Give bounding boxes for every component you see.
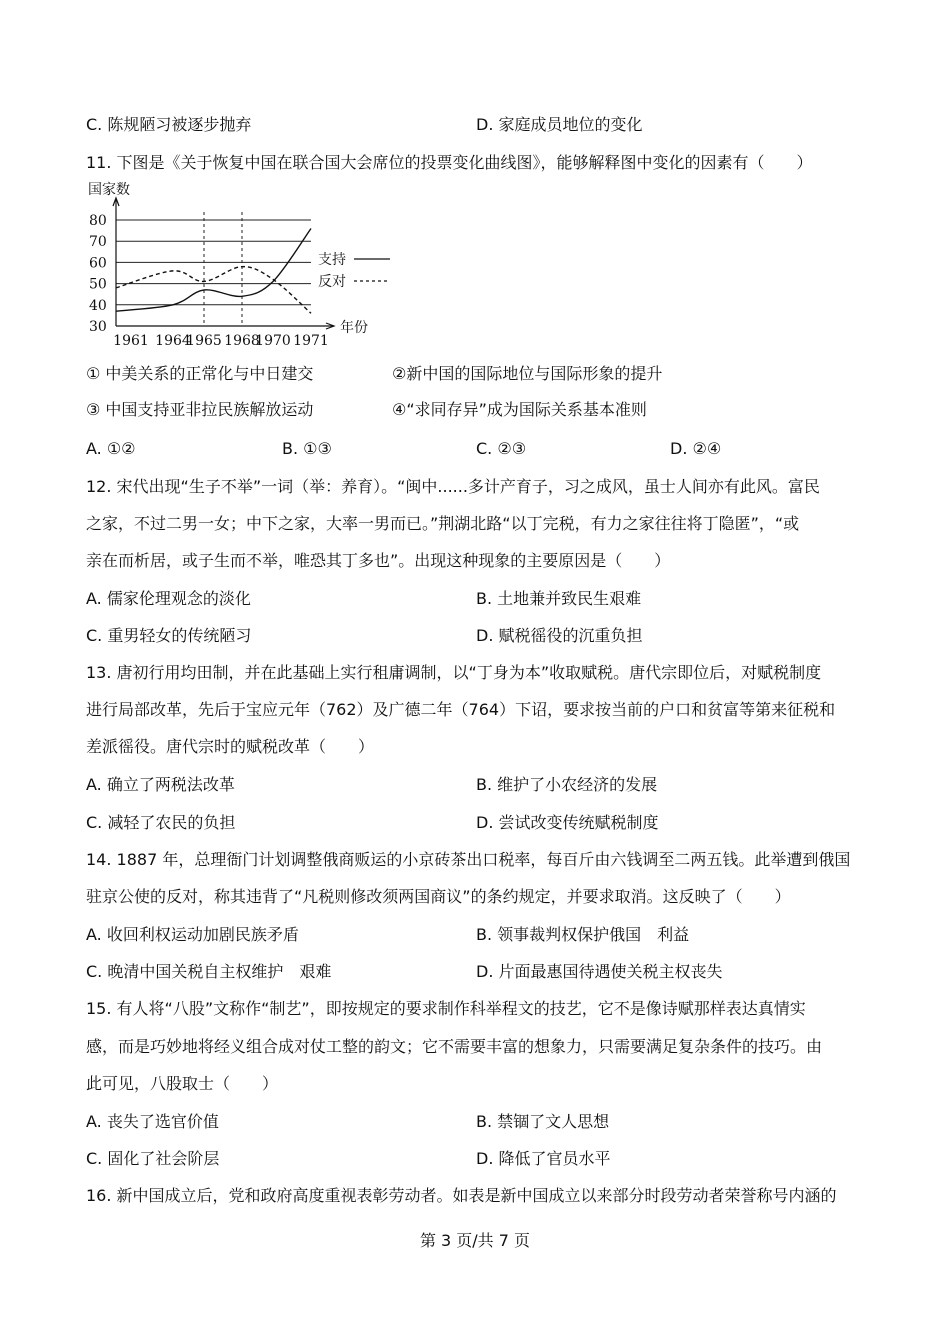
q15-line-1: 15. 有人将“八股”文称作“制艺”，即按规定的要求制作科举程文的技艺，它不是像诗赋那样表达真情实 [86, 999, 806, 1018]
y-tick-label: 40 [89, 297, 107, 314]
q15-option-b: B. 禁锢了文人思想 [476, 1112, 610, 1131]
q11-item-2: ②新中国的国际地位与国际形象的提升 [392, 364, 663, 383]
q11-item-3: ③ 中国支持亚非拉民族解放运动 [86, 400, 314, 419]
q11-item-1: ① 中美关系的正常化与中日建交 [86, 364, 314, 383]
q13-option-a: A. 确立了两税法改革 [86, 775, 235, 794]
q13-option-c: C. 减轻了农民的负担 [86, 813, 236, 832]
q11-option-d: D. ②④ [670, 439, 722, 458]
q14-option-b: B. 领事裁判权保护俄国 利益 [476, 925, 690, 944]
q15-line-3: 此可见，八股取士（ ） [86, 1074, 279, 1093]
q11-stem: 11. 下图是《关于恢复中国在联合国大会席位的投票变化曲线图》，能够解释图中变化的因素有（ ） [86, 153, 813, 172]
x-tick-label: 1970 [255, 333, 291, 349]
q14-option-a: A. 收回利权运动加剧民族矛盾 [86, 925, 299, 944]
q12-option-b: B. 土地兼并致民生艰难 [476, 589, 642, 608]
y-tick-label: 60 [89, 255, 107, 272]
q12-option-a: A. 儒家伦理观念的淡化 [86, 589, 251, 608]
y-tick-label: 70 [89, 234, 107, 251]
q14-option-d: D. 片面最惠国待遇使关税主权丧失 [476, 962, 723, 981]
q14-line-1: 14. 1887 年，总理衙门计划调整俄商贩运的小京砖茶出口税率，每百斤由六钱调至二两五钱。此举遭到俄国 [86, 850, 851, 869]
q12-line-2: 之家，不过二男一女；中下之家，大率一男而已。”荆湖北路“以丁完税，有力之家往往将丁隐匿”，“或 [86, 514, 800, 533]
y-tick-label: 50 [89, 276, 107, 293]
x-tick-label: 1965 [186, 333, 222, 349]
x-tick-label: 1961 [113, 333, 149, 349]
q11-option-c: C. ②③ [476, 439, 527, 458]
page-footer: 第 3 页/共 7 页 [419, 1231, 531, 1250]
q13-line-1: 13. 唐初行用均田制，并在此基础上实行租庸调制，以“丁身为本”收取赋税。唐代宗即位后，对赋税制度 [86, 663, 822, 682]
legend-label: 反对 [318, 274, 346, 290]
y-axis-label: 国家数 [88, 182, 130, 198]
legend-label: 支持 [318, 252, 346, 268]
q15-line-2: 感，而是巧妙地将经义组合成对仗工整的韵文；它不需要丰富的想象力，只需要满足复杂条件的技巧。由 [86, 1037, 823, 1056]
y-tick-label: 80 [89, 213, 107, 229]
q11-option-b: B. ①③ [282, 439, 332, 458]
q11-option-a: A. ①② [86, 439, 136, 458]
q13-line-3: 差派徭役。唐代宗时的赋税改革（ ） [86, 737, 375, 756]
q12-line-3: 亲在而析居，或子生而不举，唯恐其丁多也”。出现这种现象的主要原因是（ ） [86, 551, 671, 570]
q10-option-c: C. 陈规陋习被逐步抛弃 [86, 115, 252, 134]
q13-line-2: 进行局部改革，先后于宝应元年（762）及广德二年（764）下诏，要求按当前的户口和贫富等第来征税和 [86, 700, 836, 719]
q16-stem: 16. 新中国成立后，党和政府高度重视表彰劳动者。如表是新中国成立以来部分时段劳动者荣誉称号内涵的 [86, 1186, 837, 1205]
q14-option-c: C. 晚清中国关税自主权维护 艰难 [86, 962, 332, 981]
q15-option-a: A. 丧失了选官价值 [86, 1112, 219, 1131]
vote-chart [86, 180, 406, 350]
q10-option-d: D. 家庭成员地位的变化 [476, 115, 643, 134]
series-line-反对 [116, 267, 311, 314]
chart-legend [318, 251, 390, 290]
q11-item-4: ④“求同存异”成为国际关系基本准则 [392, 400, 647, 419]
q12-option-c: C. 重男轻女的传统陋习 [86, 626, 252, 645]
x-tick-label: 1968 [224, 333, 260, 349]
q14-line-2: 驻京公使的反对，称其违背了“凡税则修改须两国商议”的条约规定，并要求取消。这反映了（ ） [86, 887, 791, 906]
q15-option-c: C. 固化了社会阶层 [86, 1149, 220, 1168]
chart-axes [113, 198, 334, 329]
x-tick-label: 1964 [155, 333, 191, 349]
x-axis-label: 年份 [340, 320, 368, 336]
q13-option-b: B. 维护了小农经济的发展 [476, 775, 658, 794]
q15-option-d: D. 降低了官员水平 [476, 1149, 611, 1168]
x-tick-label: 1971 [293, 333, 329, 349]
q12-line-1: 12. 宋代出现“生子不举”一词（举：养育）。“闽中......多计产育子，习之成风，虽士人间亦有此风。富民 [86, 477, 820, 496]
q12-option-d: D. 赋税徭役的沉重负担 [476, 626, 643, 645]
y-tick-label: 30 [89, 319, 107, 335]
q13-option-d: D. 尝试改变传统赋税制度 [476, 813, 659, 832]
